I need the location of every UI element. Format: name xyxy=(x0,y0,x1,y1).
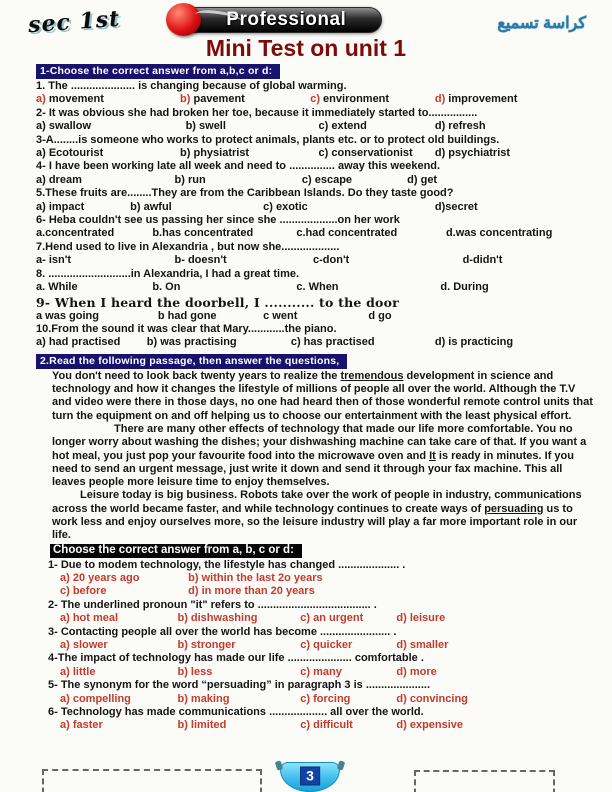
question-stem: 6- Technology has made communications ................... all over the world. xyxy=(48,706,424,719)
question xyxy=(48,706,594,733)
options-row xyxy=(36,310,590,323)
option xyxy=(36,93,180,106)
section2-banner: 2.Read the following passage, then answer the questions, xyxy=(36,354,347,369)
option: b) less xyxy=(177,665,213,678)
option: a) faster xyxy=(60,719,103,732)
option: c) forcing xyxy=(300,692,351,705)
question-stem: 5.These fruits are........They are from the Caribbean Islands. Do they taste good? xyxy=(36,187,454,200)
underlined-word: persuading xyxy=(484,502,544,515)
option: b) limited xyxy=(177,719,227,732)
option-letter: c) xyxy=(310,93,320,106)
option: a) hot meal xyxy=(60,612,119,625)
option: b) was practising xyxy=(146,336,237,349)
question-stem: 9- When I heard the doorbell, I ........... to the door xyxy=(36,294,399,310)
options-row xyxy=(36,227,590,240)
options-row xyxy=(60,612,594,625)
option: d) leisure xyxy=(396,612,446,625)
question xyxy=(36,214,590,241)
options-row xyxy=(36,120,590,133)
option: b) swell xyxy=(185,120,226,133)
option: a) compelling xyxy=(60,692,131,705)
options-row xyxy=(60,693,594,706)
option: b) within the last 2o years xyxy=(188,571,323,584)
section2-answers-banner: Choose the correct answer from a, b, c or d: xyxy=(50,544,302,558)
option: b) making xyxy=(177,692,230,705)
answer-box-left xyxy=(42,769,262,792)
sec-1st-logo: sec 1st xyxy=(27,5,122,39)
option-word: pavement xyxy=(190,93,245,106)
option: d. During xyxy=(440,281,489,294)
option: d.was concentrating xyxy=(445,227,553,240)
options-row xyxy=(36,281,590,294)
question xyxy=(48,599,594,626)
option: b- doesn't xyxy=(174,254,227,267)
option xyxy=(435,93,590,106)
question xyxy=(36,160,590,187)
option: a. While xyxy=(36,281,78,294)
option: a) had practised xyxy=(36,336,121,349)
option: b) stronger xyxy=(177,639,236,652)
question-stem: 2- The underlined pronoun "it" refers to ..................................... . xyxy=(48,598,377,611)
options-row xyxy=(60,666,594,679)
red-ball-icon xyxy=(166,3,201,36)
option: d-didn't xyxy=(462,254,503,267)
option: a) impact xyxy=(36,200,85,213)
option: c) many xyxy=(300,665,342,678)
option: a) 20 years ago xyxy=(60,571,140,584)
question-stem: 1. The ..................... is changing because of global warming. xyxy=(36,80,347,92)
passage-text: development in science and technology and how it changes the lifestyle of millions of people all over the world. Although the T.V and video were there in those days, no one had heard then of those wonderful remote control units that turn the equipment on and off helping us to choose our entertainment with the least physical effort. xyxy=(52,369,593,422)
option: d)secret xyxy=(434,200,478,213)
question xyxy=(36,323,590,350)
passage-text: us to work less and enjoy ourselves more, so the leisure industry will play a far more important role in our life. xyxy=(52,502,578,542)
option: c) extend xyxy=(318,120,367,133)
page-number-ribbon xyxy=(280,762,338,790)
option: d) is practicing xyxy=(434,336,514,349)
option: c) conservationist xyxy=(318,147,413,160)
options-row xyxy=(60,719,594,732)
option: a.concentrated xyxy=(36,227,115,240)
options-row xyxy=(60,572,594,599)
question-stem: 2- It was obvious she had broken her toe, because it immediately started to................ xyxy=(36,106,478,119)
passage-text: Leisure today is big business. Robots take over the work of people in industry, communications across the world became faster, and while technology continues to create ways of xyxy=(52,489,582,515)
option: a) slower xyxy=(60,639,108,652)
question xyxy=(48,679,594,706)
question xyxy=(36,80,590,107)
option: b had gone xyxy=(157,309,217,322)
question-stem: 4- I have been working late all week and need to ............... away this weekend. xyxy=(36,160,441,173)
option: d) more xyxy=(396,665,437,678)
option: a- isn't xyxy=(36,254,72,267)
question xyxy=(36,134,590,161)
option: b) run xyxy=(174,173,206,186)
option: c. When xyxy=(296,281,339,294)
option: c) difficult xyxy=(300,719,353,732)
option: c-don't xyxy=(313,254,350,267)
question-stem: 3- Contacting people all over the world has become ....................... . xyxy=(48,625,397,638)
option: a) little xyxy=(60,665,96,678)
question-stem: 10.From the sound it was clear that Mary............the piano. xyxy=(36,322,337,335)
option-letter: a) xyxy=(36,93,46,106)
option-word: environment xyxy=(320,93,390,106)
question xyxy=(48,652,594,679)
option: c) before xyxy=(60,585,107,598)
options-row xyxy=(36,147,590,160)
question xyxy=(36,241,590,268)
page-number: 3 xyxy=(300,766,320,785)
section1-banner: 1-Choose the correct answer from a,b,c or d: xyxy=(36,64,280,79)
option: d) smaller xyxy=(396,639,449,652)
option: c.had concentrated xyxy=(296,227,398,240)
option: b. On xyxy=(152,281,181,294)
underlined-word: It xyxy=(429,449,436,462)
passage-paragraph xyxy=(52,489,594,542)
section1-questions xyxy=(36,80,590,350)
option: d go xyxy=(368,309,392,322)
page-title: Mini Test on unit 1 xyxy=(205,35,407,61)
options-row xyxy=(60,639,594,652)
question xyxy=(36,295,590,323)
option: b) awful xyxy=(130,200,172,213)
option-word: movement xyxy=(45,93,104,106)
option: a) Ecotourist xyxy=(36,147,104,160)
question-stem: 4-The impact of technology has made our life ..................... comfortable . xyxy=(48,652,424,665)
underlined-word: tremendous xyxy=(340,369,404,382)
options-row xyxy=(36,174,590,187)
option xyxy=(310,93,435,106)
question xyxy=(48,559,594,599)
option: d) expensive xyxy=(396,719,464,732)
passage-paragraph xyxy=(52,370,594,423)
section2-questions xyxy=(48,559,594,733)
option: c went xyxy=(263,309,298,322)
question-stem: 1- Due to modem technology, the lifestyle has changed .................... . xyxy=(48,558,406,571)
options-row xyxy=(36,336,590,349)
passage-text: You don't need to look back twenty years to realize the xyxy=(52,369,341,382)
option xyxy=(180,93,310,106)
passage-text: There are many other effects of technology that made our life more comfortable. You no longer worry about washing the dishes; your dishwashing machine can take care of that. If you want a hot meal, you just pop your favourite food into the microwave oven and xyxy=(52,422,587,462)
options-row xyxy=(36,93,590,106)
question xyxy=(36,268,590,295)
options-row xyxy=(36,254,590,267)
option: d) psychiatrist xyxy=(434,147,511,160)
arabic-brand-title: كراسة تسميع xyxy=(497,15,586,32)
answer-box-right xyxy=(414,770,555,792)
option: c) exotic xyxy=(263,200,308,213)
passage-text: is ready in minutes. If you need to send an urgent message, just write it down and send it through your fax machine. This all leaves people more leisure time to enjoy themselves. xyxy=(52,449,574,489)
question-stem: 6- Heba couldn't see us passing her since she ...................on her work xyxy=(36,214,400,227)
option-word: improvement xyxy=(445,93,518,106)
professional-logo xyxy=(168,7,382,33)
option: c) quicker xyxy=(300,639,353,652)
option: b) physiatrist xyxy=(180,147,250,160)
question xyxy=(36,187,590,214)
question-stem: 3-A........is someone who works to protect animals, plants etc. or to protect old buildings. xyxy=(36,133,500,146)
option: a was going xyxy=(36,309,99,322)
question xyxy=(48,626,594,653)
question-stem: 8. ...........................in Alexandria, I had a great time. xyxy=(36,267,300,280)
option-letter: d) xyxy=(434,93,446,106)
option-letter: b) xyxy=(180,93,191,106)
ribbon-icon xyxy=(280,762,340,792)
passage-paragraph xyxy=(52,423,594,489)
option: b) dishwashing xyxy=(177,612,258,625)
professional-logo-label: Professional xyxy=(226,9,347,30)
option: a) dream xyxy=(36,173,82,186)
question-stem: 5- The synonym for the word “persuading” in paragraph 3 is ..................... xyxy=(48,679,431,692)
option: c) escape xyxy=(301,173,353,186)
page-header xyxy=(0,0,612,39)
option: d) get xyxy=(407,173,438,186)
option: c) an urgent xyxy=(300,612,364,625)
option: d) convincing xyxy=(396,692,468,705)
option: a) swallow xyxy=(36,120,92,133)
question xyxy=(36,107,590,134)
reading-passage xyxy=(52,370,594,543)
option: b.has concentrated xyxy=(152,227,254,240)
option: c) has practised xyxy=(290,336,375,349)
option: d) refresh xyxy=(434,120,486,133)
option: d) in more than 20 years xyxy=(188,585,315,598)
options-row xyxy=(36,201,590,214)
question-stem: 7.Hend used to live in Alexandria , but now she................... xyxy=(36,240,340,253)
